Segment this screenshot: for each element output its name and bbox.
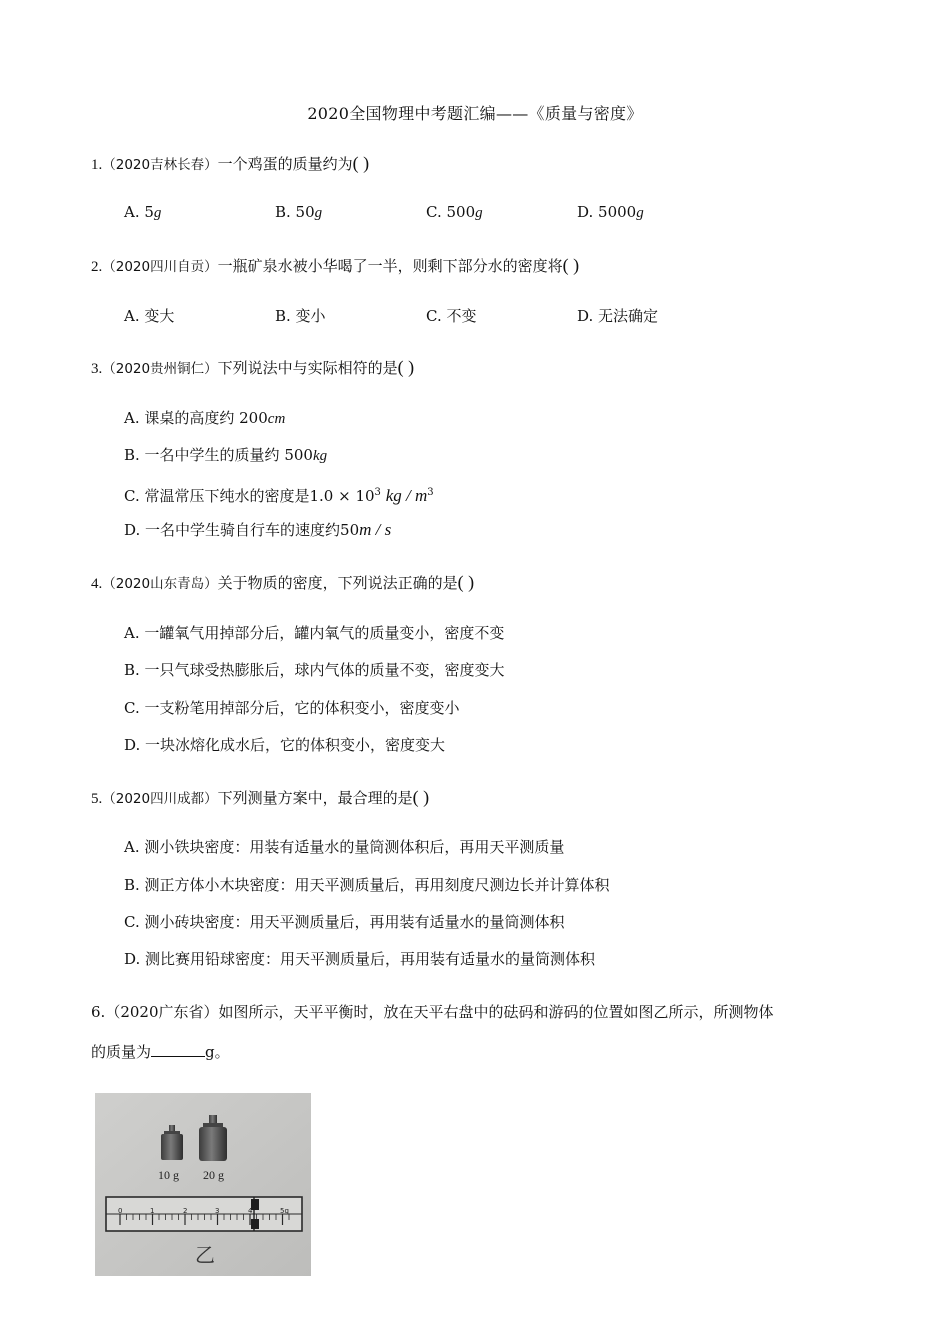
answer-paren: ( ): [397, 357, 415, 377]
question-4: [91, 571, 474, 595]
rider-bottom: [251, 1219, 259, 1229]
option-b: B. 一只气球受热膨胀后，球内气体的质量不变，密度变大: [124, 661, 505, 679]
option-b: B. 50g: [275, 203, 323, 221]
tick-label-4: 4: [248, 1207, 253, 1215]
page-title: 2020全国物理中考题汇编——《质量与密度》: [307, 104, 643, 123]
option-c: C. 500g: [426, 203, 483, 221]
question-stem: 一个鸡蛋的质量约为: [217, 155, 353, 173]
question-source: （2020四川成都）: [102, 791, 218, 807]
option-d: D. 一块冰熔化成水后，它的体积变小，密度变大: [124, 736, 446, 754]
question-number: 6.: [91, 1003, 106, 1021]
question-source: （2020广东省）: [105, 1003, 219, 1021]
question-1: [91, 152, 369, 176]
option-a: A. 变大: [124, 307, 175, 325]
question-stem: 一瓶矿泉水被小华喝了一半，则剩下部分水的密度将: [217, 257, 563, 275]
option-c: C. 常温常压下纯水的密度是$1.0 \times 10^3$ kg / $m^3$: [124, 486, 434, 505]
answer-blank: [151, 1040, 205, 1057]
tick-label-5: 5g: [280, 1207, 289, 1215]
figure-caption: 乙: [195, 1243, 215, 1267]
option-a: A. 课桌的高度约 200cm: [124, 409, 286, 427]
option-a: A. 5g: [124, 203, 162, 221]
question-number: 2.: [91, 259, 103, 275]
weight-10g-label: 10 g: [158, 1168, 179, 1182]
option-a: A. 一罐氧气用掉部分后，罐内氧气的质量变小，密度不变: [124, 624, 505, 642]
answer-paren: ( ): [457, 572, 475, 592]
option-d: D. 测比赛用铅球密度：用天平测质量后，再用装有适量水的量筒测体积: [124, 950, 596, 968]
question-5: [91, 786, 429, 810]
question-2: [91, 254, 579, 278]
question-3: [91, 356, 414, 380]
tick-label-2: 2: [183, 1207, 188, 1215]
balance-figure: [95, 1093, 311, 1276]
tick-label-1: 1: [150, 1207, 155, 1215]
weight-20g-label: 20 g: [203, 1168, 224, 1182]
question-source: （2020山东青岛）: [102, 576, 218, 592]
question-stem: 关于物质的密度，下列说法正确的是: [217, 574, 458, 592]
question-number: 1.: [91, 157, 103, 173]
answer-paren: ( ): [352, 153, 370, 173]
question-number: 3.: [91, 361, 103, 377]
question-line-1: [91, 992, 851, 1032]
question-number: 4.: [91, 576, 103, 592]
option-d: D. 一名中学生骑自行车的速度约50m / s: [124, 520, 392, 539]
tick-label-0: 0: [118, 1207, 123, 1215]
option-c: C. 不变: [426, 307, 477, 325]
answer-paren: ( ): [412, 787, 430, 807]
option-b: B. 测正方体小木块密度：用天平测质量后，再用刻度尺测边长并计算体积: [124, 876, 610, 894]
question-source: （2020贵州铜仁）: [102, 361, 218, 377]
option-b: B. 一名中学生的质量约 500kg: [124, 446, 328, 464]
tick-label-3: 3: [215, 1207, 220, 1215]
beam-ruler: [106, 1197, 302, 1231]
question-source: （2020吉林长春）: [102, 157, 218, 173]
option-d: D. 无法确定: [577, 307, 659, 325]
question-stem: 如图所示，天平平衡时，放在天平右盘中的砝码和游码的位置如图乙所示，所测物体: [218, 1003, 774, 1021]
answer-paren: ( ): [562, 255, 580, 275]
question-line-2: 的质量为 g。: [91, 1032, 851, 1072]
option-c: C. 一支粉笔用掉部分后，它的体积变小，密度变小: [124, 699, 460, 717]
question-6: [91, 992, 851, 1072]
option-c: C. 测小砖块密度：用天平测质量后，再用装有适量水的量筒测体积: [124, 913, 565, 931]
figure-svg: [95, 1093, 311, 1276]
question-number: 5.: [91, 791, 103, 807]
question-source: （2020四川自贡）: [102, 259, 218, 275]
option-a: A. 测小铁块密度：用装有适量水的量筒测体积后，再用天平测质量: [124, 838, 565, 856]
question-stem: 下列说法中与实际相符的是: [217, 359, 398, 377]
option-d: D. 5000g: [577, 203, 644, 221]
question-stem: 下列测量方案中，最合理的是: [217, 789, 413, 807]
option-b: B. 变小: [275, 307, 326, 325]
